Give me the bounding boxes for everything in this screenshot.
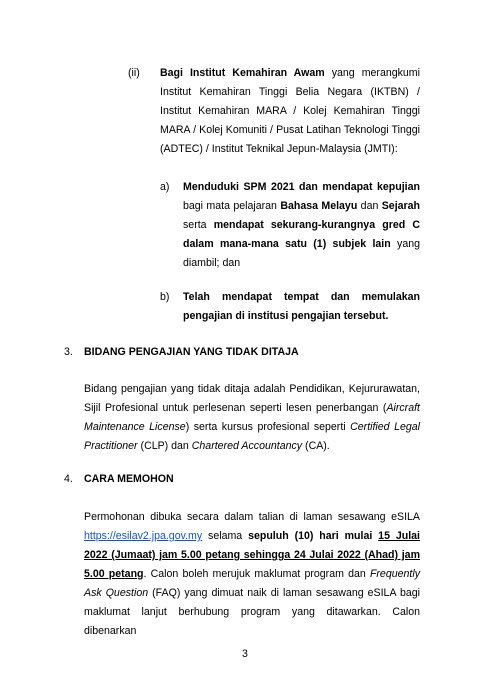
a-bold-2: Bahasa Melayu (280, 200, 358, 212)
esila-link[interactable]: https://esilav2.jpa.gov.my (84, 530, 203, 542)
paragraph-a (183, 178, 420, 273)
list-label-ii: (ii) (128, 67, 140, 79)
a-text-4: yang diambil; dan (183, 238, 421, 269)
list-label-b: b) (160, 291, 170, 303)
s4-text-2: selama (202, 530, 249, 542)
section-4-heading: CARA MEMOHON (84, 473, 174, 485)
s4-bold-underline-1: 15 Julai 2022 (Jumaat) jam 5.00 petang sehingga 24 Julai 2022 (Ahad) jam 5.00 petang (84, 530, 420, 580)
section-4-number: 4. (64, 473, 73, 485)
s3-text-2: ) serta kursus profesional seperti (185, 421, 351, 433)
paragraph-ii-text: yang merangkumi Institut Kemahiran Tinggi Belia Negara (IKTBN) / Institut Kemahiran MARA / Kolej Kemahiran Tinggi MARA / Kolej Komuniti / Pusat Latihan Teknologi Tinggi (ADTEC) / Institut Teknikal Jepun-Malaysia (JMTI): (160, 67, 420, 155)
s4-text-1: Permohonan dibuka secara dalam talian di laman sesawang eSILA (84, 511, 420, 523)
a-text-1: bagi mata pelajaran (183, 200, 281, 212)
s3-italic-1: Aircraft Maintenance License (84, 402, 420, 433)
s4-bold-1: sepuluh (10) hari mulai (248, 530, 379, 542)
a-text-3: serta (183, 219, 214, 231)
section-3-number: 3. (64, 346, 73, 358)
s3-text-3: (CLP) dan (137, 440, 192, 452)
s4-italic-1: Frequently Ask Question (84, 568, 420, 599)
a-bold-4: mendapat sekurang-kurangnya gred C dalam mana-mana satu (1) subjek lain (183, 219, 420, 250)
section-3-heading: BIDANG PENGAJIAN YANG TIDAK DITAJA (84, 346, 299, 358)
paragraph-ii-bold: Bagi Institut Kemahiran Awam (160, 67, 325, 79)
a-text-2: dan (357, 200, 382, 212)
s3-italic-2: Certified Legal Practitioner (84, 421, 420, 452)
list-label-a: a) (160, 181, 170, 193)
s3-text-4: (CA). (302, 440, 330, 452)
s4-text-4: (FAQ) yang dimuat naik di laman sesawang eSILA bagi maklumat lanjut berhubung program yang ditawarkan. Calon dibenarkan (84, 587, 420, 637)
section-4-paragraph (84, 508, 420, 641)
page-number: 3 (242, 648, 248, 660)
paragraph-b (183, 288, 420, 326)
s3-text-1: Bidang pengajian yang tidak ditaja adalah Pendidikan, Kejururawatan, Sijil Profesional untuk perlesenan seperti lesen penerbangan ( (84, 383, 420, 414)
s3-italic-3: Chartered Accountancy (191, 440, 303, 452)
a-bold-3: Sejarah (381, 200, 421, 212)
a-bold-1: Menduduki SPM 2021 dan mendapat kepujian (183, 181, 420, 193)
paragraph-ii (160, 64, 420, 159)
b-bold-1: Telah mendapat tempat dan memulakan pengajian di institusi pengajian tersebut. (183, 291, 420, 322)
section-3-paragraph (84, 380, 420, 456)
s4-text-3: . Calon boleh merujuk maklumat program dan (143, 568, 370, 580)
